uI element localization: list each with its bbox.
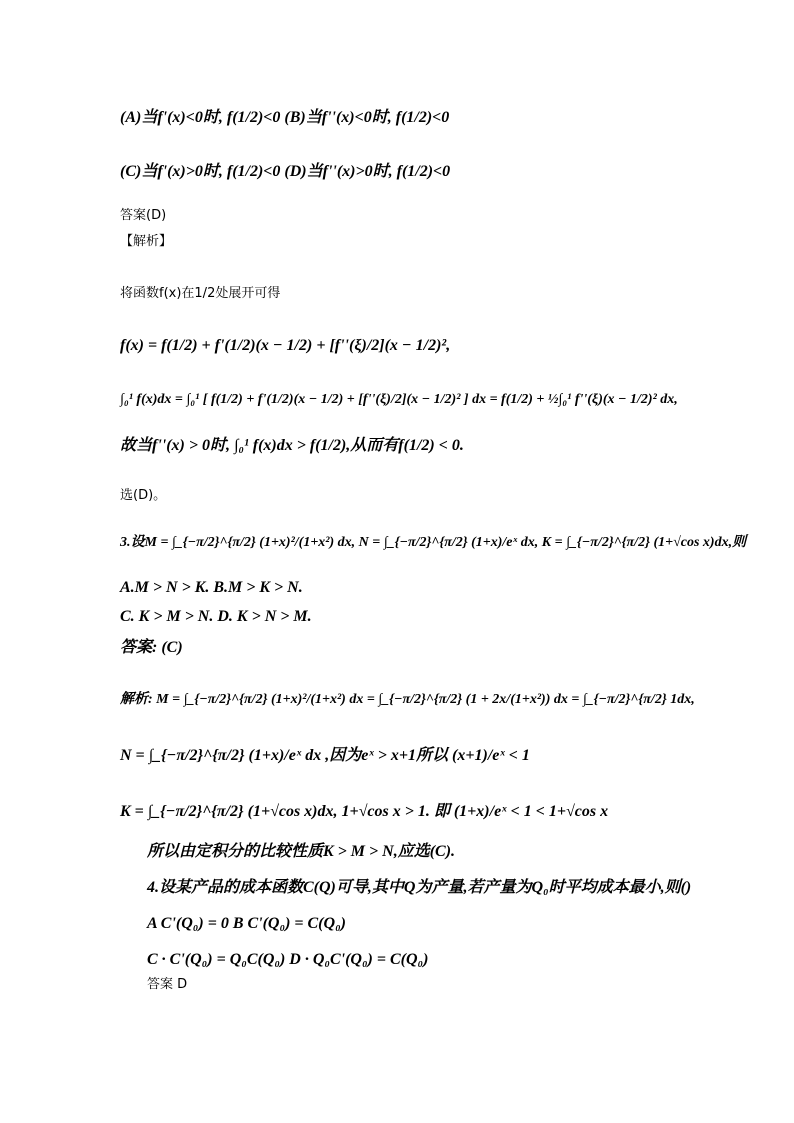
options-a-b-line: (A)当f'(x)<0时, f(1/2)<0 (B)当f''(x)<0时, f(1/2)<0 [120,109,450,126]
analysis-heading: 【解析】 [120,234,173,249]
choice-line: 选(D)。 [120,488,167,503]
options-c-d-q4: C · C'(Q₀) = Q₀C(Q₀) D · Q₀C'(Q₀) = C(Q₀) [147,951,429,968]
options-a-b-q3: A.M > N > K. B.M > K > N. [120,579,303,596]
analysis-m-line: 解析: M = ∫_{−π/2}^{π/2} (1+x)²/(1+x²) dx = ∫_{−π/2}^{π/2} (1 + 2x/(1+x²)) dx = ∫_{−π/2}^{π/2} 1dx, [120,692,695,707]
analysis-text-line: 将函数f(x)在1/2处展开可得 [120,286,281,301]
analysis-k-line: K = ∫_{−π/2}^{π/2} (1+√cos x)dx, 1+√cos x > 1. 即 (1+x)/eˣ < 1 < 1+√cos x [120,803,609,820]
taylor-expansion-formula: f(x) = f(1/2) + f'(1/2)(x − 1/2) + [f''(ξ)/2](x − 1/2)², [120,337,451,354]
options-c-d-q3: C. K > M > N. D. K > N > M. [120,608,312,625]
options-a-b-q4: A C'(Q₀) = 0 B C'(Q₀) = C(Q₀) [147,915,346,932]
answer-line: 答案(D) [120,208,167,223]
conclusion-line: 故当f''(x) > 0时, ∫₀¹ f(x)dx > f(1/2),从而有f(1/2) < 0. [120,437,464,454]
question-3-line: 3.设M = ∫_{−π/2}^{π/2} (1+x)²/(1+x²) dx, N = ∫_{−π/2}^{π/2} (1+x)/eˣ dx, K = ∫_{−π/2}^{π/2} (1+√cos x)dx,则 [120,535,747,550]
integral-expansion-formula: ∫₀¹ f(x)dx = ∫₀¹ [ f(1/2) + f'(1/2)(x − 1/2) + [f''(ξ)/2](x − 1/2)² ] dx = f(1/2) + ½∫₀¹ f''(ξ)(x − 1/2)² dx, [120,392,678,407]
options-c-d-line: (C)当f'(x)>0时, f(1/2)<0 (D)当f''(x)>0时, f(1/2)<0 [120,163,451,180]
question-4-line: 4.设某产品的成本函数C(Q)可导,其中Q为产量,若产量为Q₀时平均成本最小,则() [147,879,692,896]
answer-q3: 答案: (C) [120,639,183,656]
comparison-conclusion: 所以由定积分的比较性质K > M > N,应选(C). [147,843,456,860]
analysis-n-line: N = ∫_{−π/2}^{π/2} (1+x)/eˣ dx ,因为eˣ > x+1所以 (x+1)/eˣ < 1 [120,747,530,764]
answer-q4: 答案 D [147,977,188,992]
